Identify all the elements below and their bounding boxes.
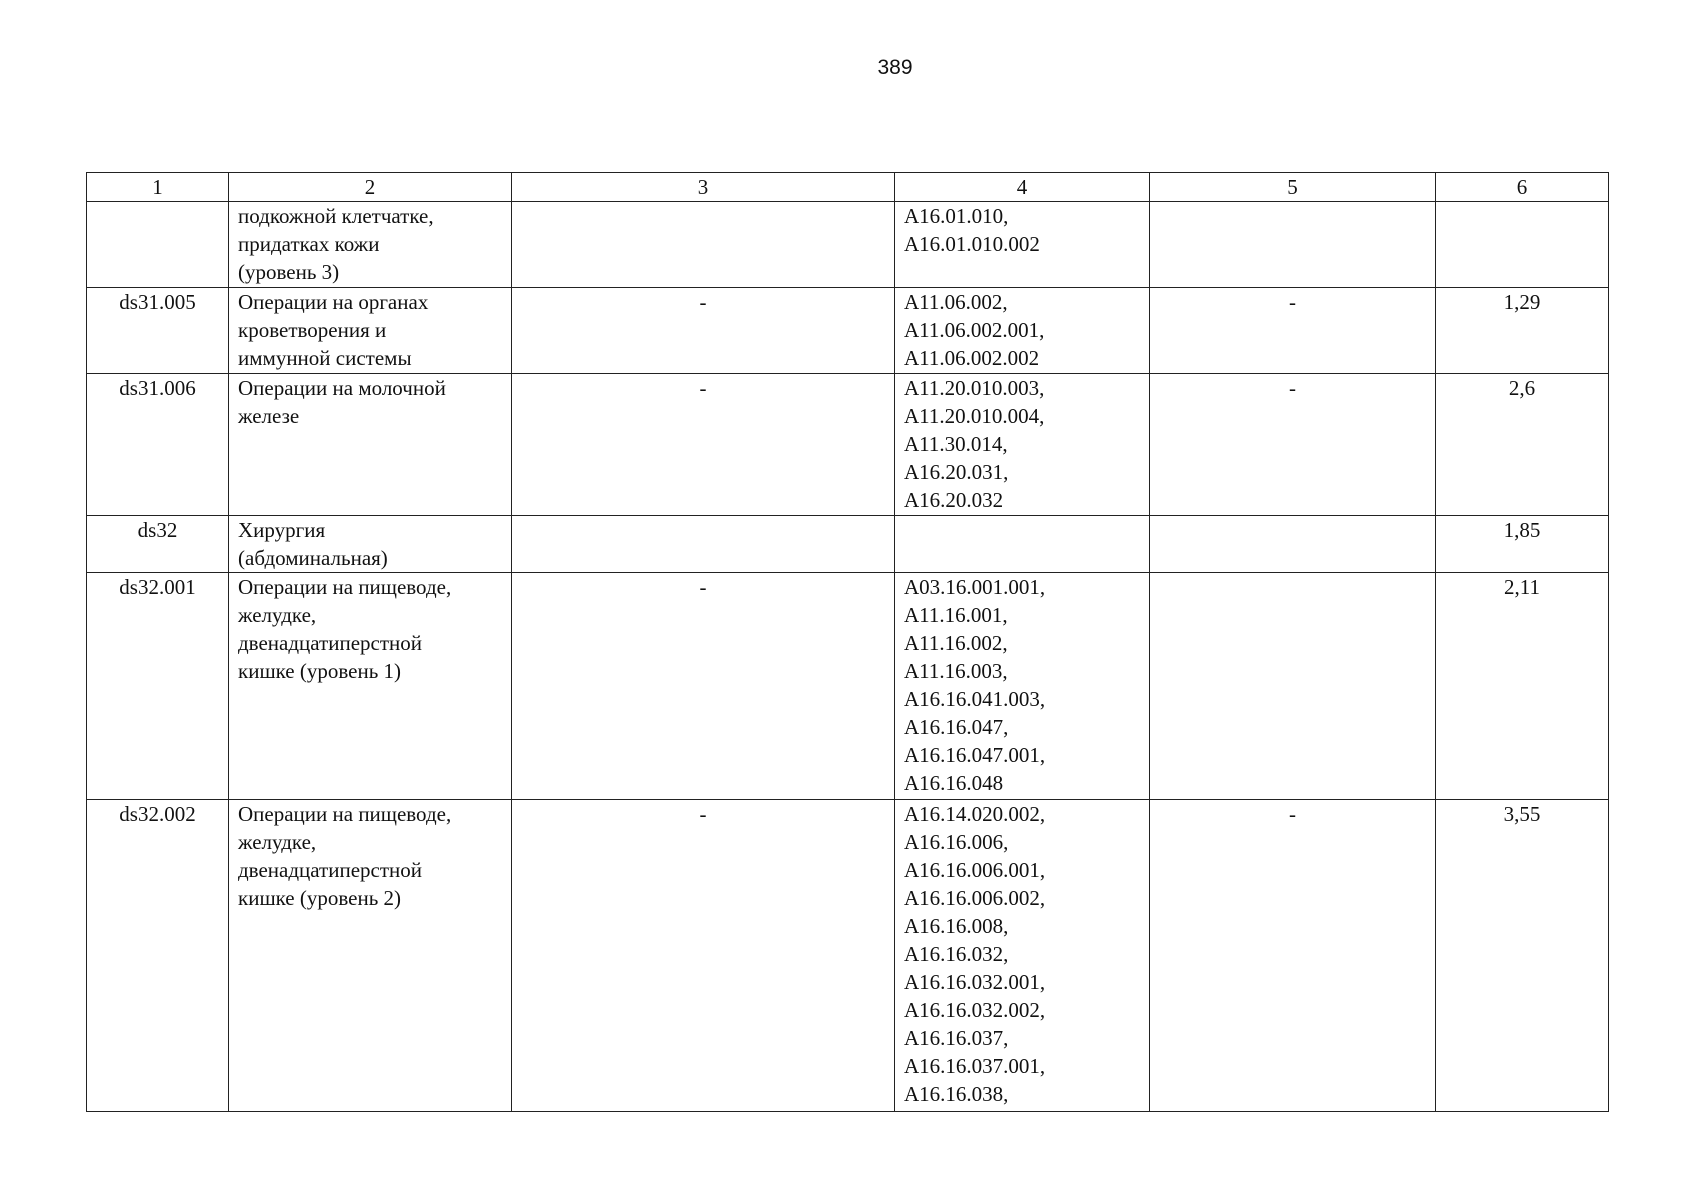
header-cell: 6	[1436, 173, 1609, 202]
row-col5-cell: -	[1150, 374, 1436, 516]
row-col3-cell: -	[512, 573, 895, 800]
service-code: A16.16.032.002,	[904, 998, 1046, 1022]
service-code: A16.14.020.002,	[904, 802, 1046, 826]
row-services-cell	[895, 288, 1150, 374]
row-col5-cell	[1150, 573, 1436, 800]
table-header-row	[87, 173, 1609, 202]
service-code: A16.20.032	[904, 488, 1004, 512]
row-coefficient-cell: 3,55	[1436, 800, 1609, 1112]
header-cell: 2	[229, 173, 512, 202]
table-row	[87, 516, 1609, 573]
page-number: 389	[877, 56, 913, 79]
service-code: A11.16.001,	[904, 603, 1008, 627]
row-name-cell	[229, 288, 512, 374]
row-col5-cell	[1150, 202, 1436, 288]
row-code-cell: ds31.005	[87, 288, 229, 374]
service-code: A11.16.002,	[904, 631, 1008, 655]
table-row	[87, 573, 1609, 800]
service-code: A16.16.006.002,	[904, 886, 1046, 910]
service-code: A11.06.002.002	[904, 346, 1040, 370]
row-name-cell	[229, 573, 512, 800]
service-code: A11.20.010.004,	[904, 404, 1045, 428]
name-line: желудке,	[238, 830, 317, 854]
row-code-cell: ds31.006	[87, 374, 229, 516]
row-col3-cell	[512, 516, 895, 573]
name-line: кишке (уровень 1)	[238, 659, 402, 683]
name-line: двенадцатиперстной	[238, 858, 423, 882]
service-code: A16.16.032,	[904, 942, 1009, 966]
table-row	[87, 202, 1609, 288]
row-coefficient-cell	[1436, 202, 1609, 288]
name-line: (абдоминальная)	[238, 546, 388, 570]
service-code: A16.16.006.001,	[904, 858, 1046, 882]
row-col3-cell: -	[512, 800, 895, 1112]
row-services-cell	[895, 516, 1150, 573]
header-cell: 4	[895, 173, 1150, 202]
service-code: A16.16.037.001,	[904, 1054, 1046, 1078]
name-line: (уровень 3)	[238, 260, 340, 284]
row-code-cell: ds32.001	[87, 573, 229, 800]
row-name-cell	[229, 374, 512, 516]
row-services-cell	[895, 573, 1150, 800]
row-code-cell	[87, 202, 229, 288]
service-code: A16.16.048	[904, 771, 1004, 795]
table-row	[87, 800, 1609, 1112]
service-code: A16.16.032.001,	[904, 970, 1046, 994]
row-col3-cell: -	[512, 374, 895, 516]
name-line: кроветворения и	[238, 318, 387, 342]
service-code: A11.30.014,	[904, 432, 1008, 456]
service-code: A16.16.006,	[904, 830, 1009, 854]
row-col5-cell: -	[1150, 288, 1436, 374]
row-services-cell	[895, 202, 1150, 288]
name-line: Операции на молочной	[238, 376, 446, 400]
row-services-cell	[895, 800, 1150, 1112]
name-line: Операции на пищеводе,	[238, 575, 452, 599]
table-row	[87, 374, 1609, 516]
service-code: A03.16.001.001,	[904, 575, 1046, 599]
name-line: железе	[238, 404, 300, 428]
service-code: A16.01.010.002	[904, 232, 1040, 256]
row-col5-cell: -	[1150, 800, 1436, 1112]
header-cell: 1	[87, 173, 229, 202]
service-code: A11.16.003,	[904, 659, 1008, 683]
name-line: придатках кожи	[238, 232, 380, 256]
row-coefficient-cell: 2,11	[1436, 573, 1609, 800]
row-name-cell	[229, 202, 512, 288]
header-cell: 3	[512, 173, 895, 202]
row-col3-cell	[512, 202, 895, 288]
row-name-cell	[229, 800, 512, 1112]
name-line: Операции на органах	[238, 290, 429, 314]
name-line: желудке,	[238, 603, 317, 627]
row-coefficient-cell: 1,29	[1436, 288, 1609, 374]
row-services-cell	[895, 374, 1150, 516]
table-row	[87, 288, 1609, 374]
service-code: A16.20.031,	[904, 460, 1009, 484]
row-col5-cell	[1150, 516, 1436, 573]
service-code: A11.06.002.001,	[904, 318, 1045, 342]
name-line: кишке (уровень 2)	[238, 886, 402, 910]
service-code: A16.16.041.003,	[904, 687, 1046, 711]
name-line: иммунной системы	[238, 346, 412, 370]
row-code-cell: ds32.002	[87, 800, 229, 1112]
service-code: A11.06.002,	[904, 290, 1008, 314]
name-line: Хирургия	[238, 518, 326, 542]
row-coefficient-cell: 2,6	[1436, 374, 1609, 516]
row-col3-cell: -	[512, 288, 895, 374]
service-code: A16.16.047,	[904, 715, 1009, 739]
name-line: Операции на пищеводе,	[238, 802, 452, 826]
service-code: A16.16.037,	[904, 1026, 1009, 1050]
name-line: подкожной клетчатке,	[238, 204, 434, 228]
service-code: A11.20.010.003,	[904, 376, 1045, 400]
row-coefficient-cell: 1,85	[1436, 516, 1609, 573]
service-code: A16.01.010,	[904, 204, 1009, 228]
tariff-table	[86, 172, 1609, 1112]
header-cell: 5	[1150, 173, 1436, 202]
service-code: A16.16.047.001,	[904, 743, 1046, 767]
row-name-cell	[229, 516, 512, 573]
row-code-cell: ds32	[87, 516, 229, 573]
name-line: двенадцатиперстной	[238, 631, 423, 655]
service-code: A16.16.008,	[904, 914, 1009, 938]
service-code: A16.16.038,	[904, 1082, 1009, 1106]
